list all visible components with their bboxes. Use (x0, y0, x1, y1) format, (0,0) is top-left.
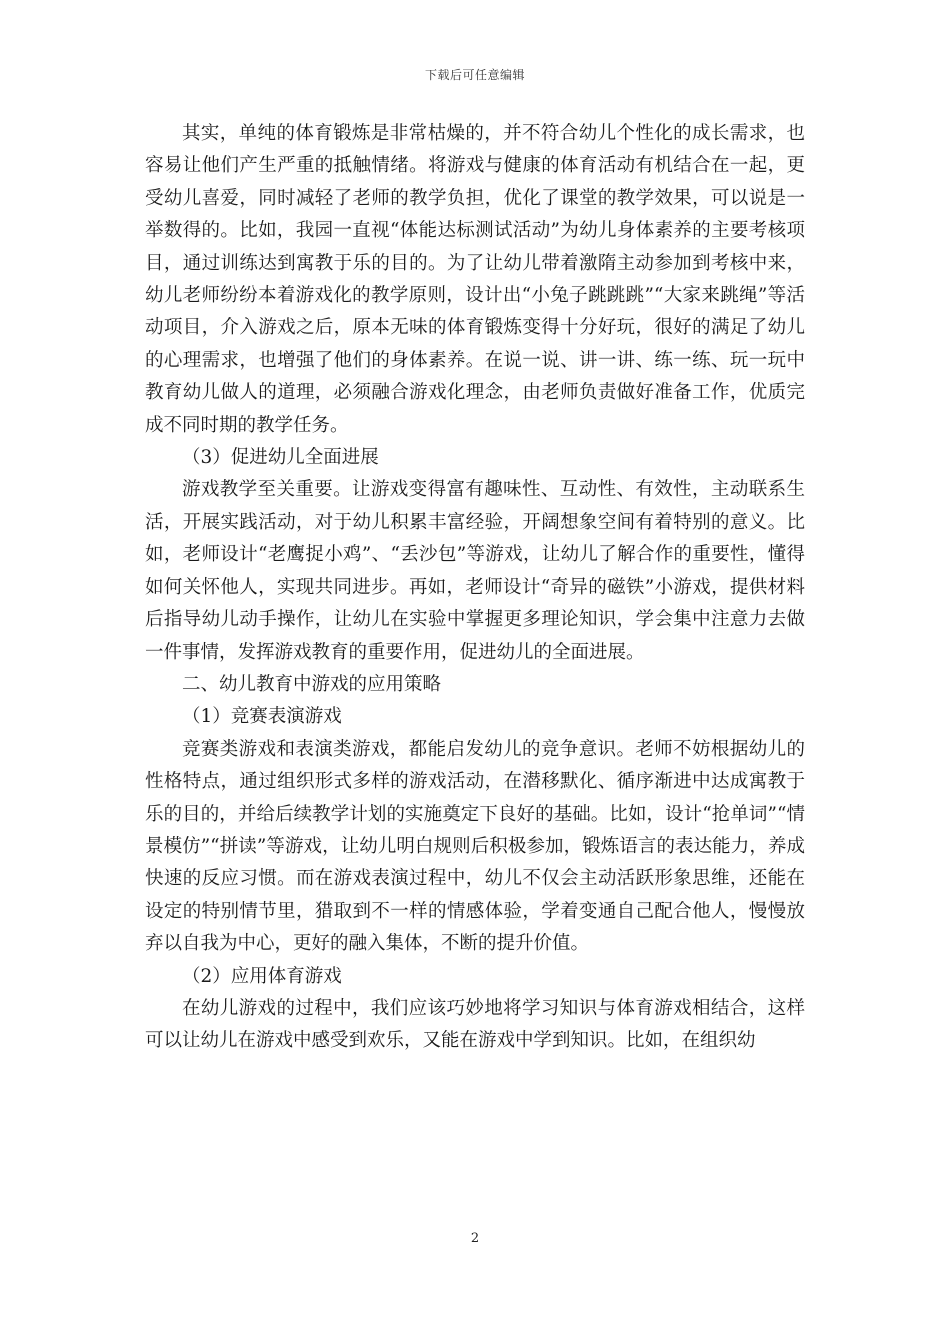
body-paragraph: 游戏教学至关重要。让游戏变得富有趣味性、互动性、有效性，主动联系生活，开展实践活动，对于幼儿积累丰富经验，开阔想象空间有着特别的意义。比如，老师设计“老鹰捉小鸡”、“丢沙包”等游戏，让幼儿了解合作的重要性，懂得如何关怀他人，实现共同进步。再如，老师设计“奇异的磁铁”小游戏，提供材料后指导幼儿动手操作，让幼儿在实验中掌握更多理论知识，学会集中注意力去做一件事情，发挥游戏教育的重要作用，促进幼儿的全面进展。 (145, 479, 805, 663)
subsection-heading: （2）应用体育游戏 (182, 965, 342, 987)
section-heading: 二、幼儿教育中游戏的应用策略 (182, 673, 442, 695)
subsection-heading: （1）竞赛表演游戏 (182, 706, 342, 728)
body-paragraph: 竞赛类游戏和表演类游戏，都能启发幼儿的竞争意识。老师不妨根据幼儿的性格特点，通过组织形式多样的游戏活动，在潜移默化、循序渐进中达成寓教于乐的目的，并给后续教学计划的实施奠定下良好的基础。比如，设计“抢单词”“情景模仿”“拼读”等游戏，让幼儿明白规则后积极参加，锻炼语言的表达能力，养成快速的反应习惯。而在游戏表演过程中，幼儿不仅会主动活跃形象思维，还能在设定的特别情节里，猎取到不一样的情感体验，学着变通自己配合他人，慢慢放弃以自我为中心，更好的融入集体，不断的提升价值。 (145, 738, 805, 955)
page-header: 下载后可任意编辑 (424, 68, 525, 82)
document-body (145, 118, 805, 1058)
page-number: 2 (470, 1231, 480, 1246)
body-paragraph: 在幼儿游戏的过程中，我们应该巧妙地将学习知识与体育游戏相结合，这样可以让幼儿在游戏中感受到欢乐，又能在游戏中学到知识。比如，在组织幼 (145, 997, 805, 1052)
body-paragraph: 其实，单纯的体育锻炼是非常枯燥的，并不符合幼儿个性化的成长需求，也容易让他们产生严重的抵触情绪。将游戏与健康的体育活动有机结合在一起，更受幼儿喜爱，同时减轻了老师的教学负担，优化了课堂的教学效果，可以说是一举数得的。比如，我园一直视“体能达标测试活动”为幼儿身体素养的主要考核项目，通过训练达到寓教于乐的目的。为了让幼儿带着激隋主动参加到考核中来，幼儿老师纷纷本着游戏化的教学原则，设计出“小兔子跳跳跳”“大家来跳绳”等活动项目，介入游戏之后，原本无味的体育锻炼变得十分好玩，很好的满足了幼儿的心理需求，也增强了他们的身体素养。在说一说、讲一讲、练一练、玩一玩中教育幼儿做人的道理，必须融合游戏化理念，由老师负责做好准备工作，优质完成不同时期的教学任务。 (145, 123, 805, 436)
section-heading: （3）促进幼儿全面进展 (182, 447, 379, 469)
